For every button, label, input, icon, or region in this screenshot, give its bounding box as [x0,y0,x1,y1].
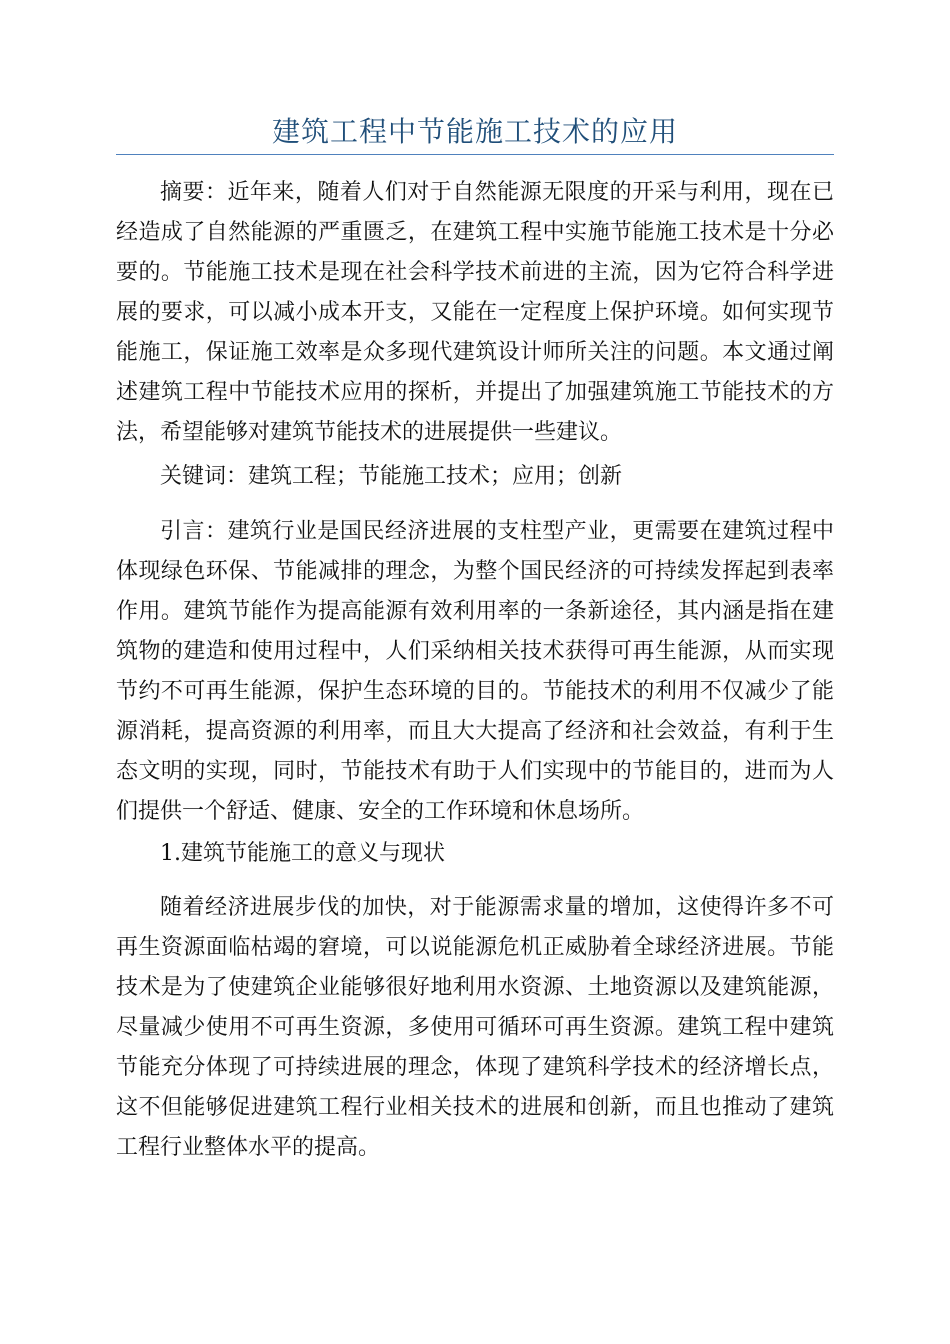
introduction-paragraph: 引言：建筑行业是国民经济进展的支柱型产业，更需要在建筑过程中体现绿色环保、节能减排的理念，为整个国民经济的可持续发挥起到表率作用。建筑节能作为提高能源有效利用率的一条新途径，其内涵是指在建筑物的建造和使用过程中，人们采纳相关技术获得可再生能源，从而实现节约不可再生能源，保护生态环境的目的。节能技术的利用不仅减少了能源消耗，提高资源的利用率，而且大大提高了经济和社会效益，有利于生态文明的实现，同时，节能技术有助于人们实现中的节能目的，进而为人们提供一个舒适、健康、安全的工作环境和休息场所。 [116,519,834,824]
title-underline [116,154,834,155]
keywords-line: 关键词：建筑工程；节能施工技术；应用；创新 [160,464,623,489]
document-title: 建筑工程中节能施工技术的应用 [271,115,678,148]
section-1-heading: 1.建筑节能施工的意义与现状 [160,841,445,866]
abstract-paragraph: 摘要：近年来，随着人们对于自然能源无限度的开采与利用，现在已经造成了自然能源的严重匮乏，在建筑工程中实施节能施工技术是十分必要的。节能施工技术是现在社会科学技术前进的主流，因为它符合科学进展的要求，可以减小成本开支，又能在一定程度上保护环境。如何实现节能施工，保证施工效率是众多现代建筑设计师所关注的问题。本文通过阐述建筑工程中节能技术应用的探析，并提出了加强建筑施工节能技术的方法，希望能够对建筑节能技术的进展提供一些建议。 [116,180,834,445]
section-1-paragraph: 随着经济进展步伐的加快，对于能源需求量的增加，这使得许多不可再生资源面临枯竭的窘境，可以说能源危机正威胁着全球经济进展。节能技术是为了使建筑企业能够很好地利用水资源、土地资源以及建筑能源，尽量减少使用不可再生资源，多使用可循环可再生资源。建筑工程中建筑节能充分体现了可持续进展的理念，体现了建筑科学技术的经济增长点，这不但能够促进建筑工程行业相关技术的进展和创新，而且也推动了建筑工程行业整体水平的提高。 [116,895,834,1160]
